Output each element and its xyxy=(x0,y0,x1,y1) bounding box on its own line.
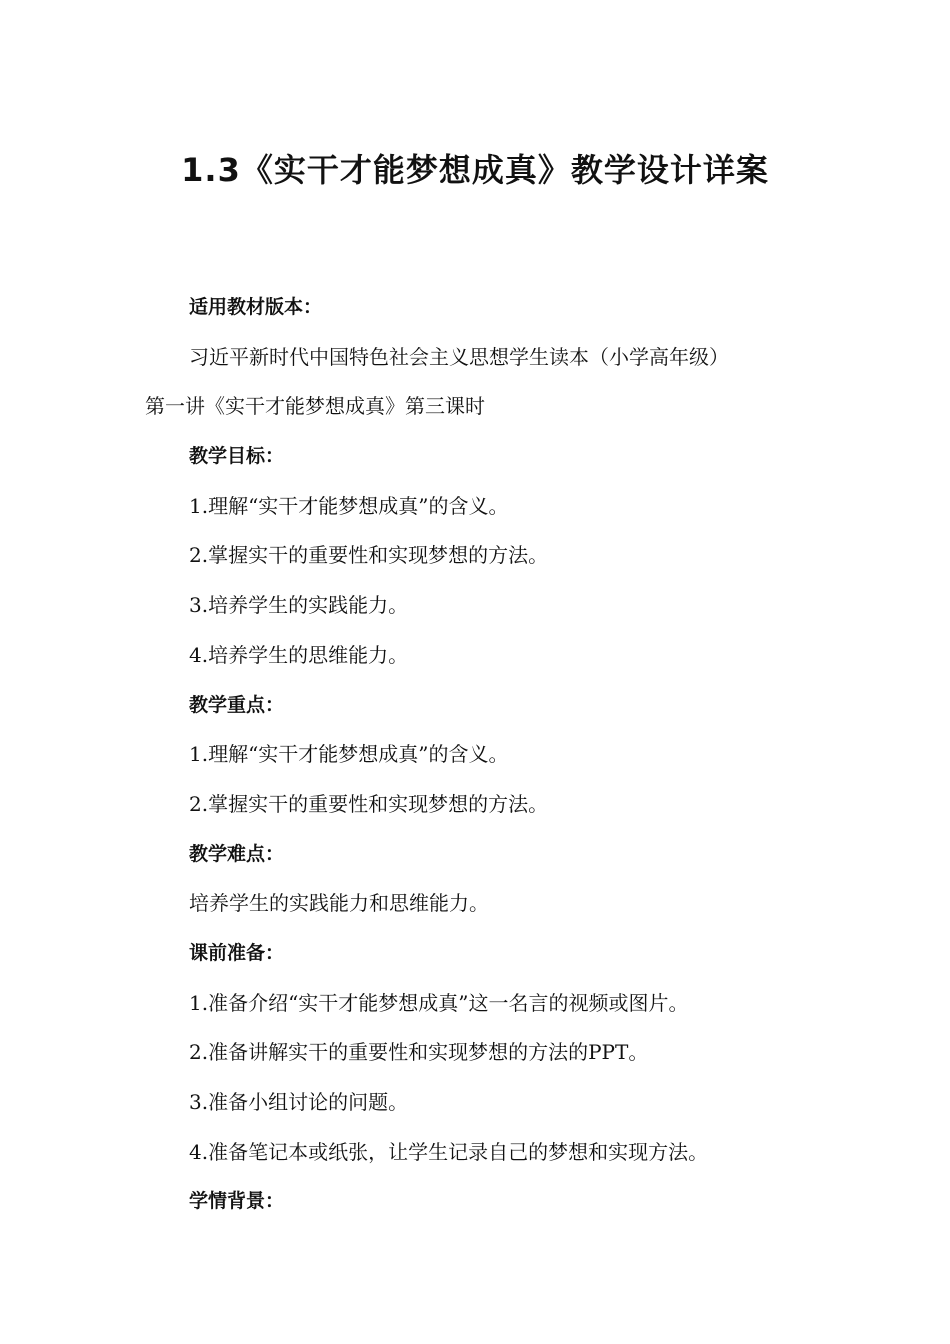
goal-item: 4.培养学生的思维能力。 xyxy=(189,642,409,667)
goal-item: 2.掌握实干的重要性和实现梦想的方法。 xyxy=(189,543,549,568)
textbook-heading: 适用教材版本： xyxy=(189,296,323,318)
key-point-item: 1.理解“实干才能梦想成真”的含义。 xyxy=(189,742,509,767)
difficulties-text: 培养学生的实践能力和思维能力。 xyxy=(189,891,489,916)
textbook-line-1: 习近平新时代中国特色社会主义思想学生读本（小学高年级） xyxy=(189,344,729,369)
goal-item: 3.培养学生的实践能力。 xyxy=(189,593,409,618)
goals-heading: 教学目标： xyxy=(189,445,285,468)
document-title: 1.3《实干才能梦想成真》教学设计详案 xyxy=(181,151,769,189)
preparation-item: 2.准备讲解实干的重要性和实现梦想的方法的PPT。 xyxy=(189,1040,649,1065)
preparation-item: 3.准备小组讨论的问题。 xyxy=(189,1090,409,1114)
document-body xyxy=(0,283,950,1227)
preparation-item: 4.准备笔记本或纸张，让学生记录自己的梦想和实现方法。 xyxy=(189,1139,709,1164)
background-heading: 学情背景： xyxy=(189,1190,285,1213)
textbook-line-2: 第一讲《实干才能梦想成真》第三课时 xyxy=(145,394,485,419)
preparation-item: 1.准备介绍“实干才能梦想成真”这一名言的视频或图片。 xyxy=(189,990,689,1015)
preparation-heading: 课前准备： xyxy=(189,941,285,964)
difficulties-heading: 教学难点： xyxy=(189,842,285,865)
goal-item: 1.理解“实干才能梦想成真”的含义。 xyxy=(189,493,509,518)
key-point-item: 2.掌握实干的重要性和实现梦想的方法。 xyxy=(189,791,549,816)
key-points-heading: 教学重点： xyxy=(189,693,285,716)
